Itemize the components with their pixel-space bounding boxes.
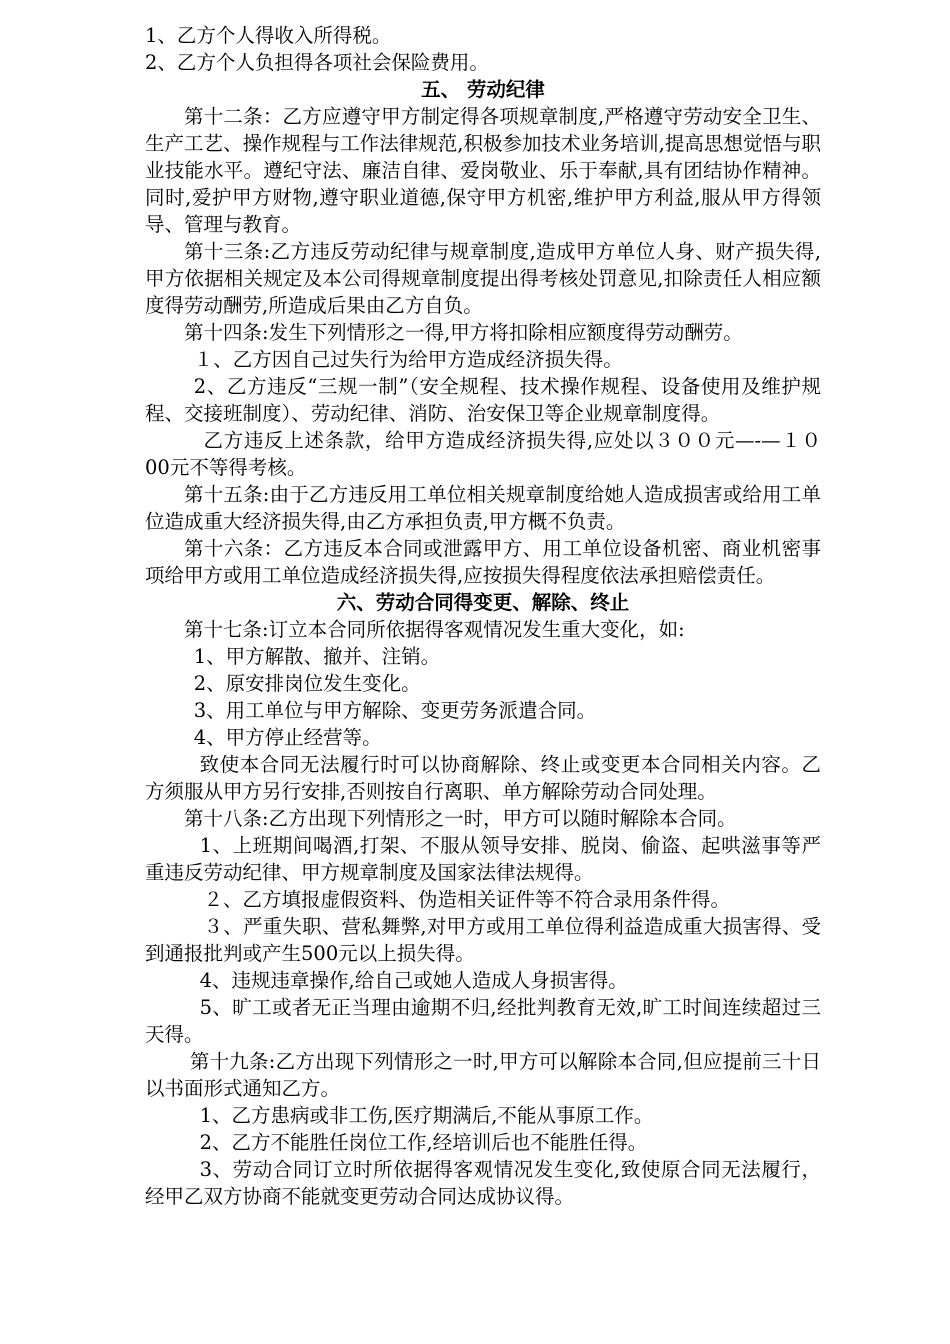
article-19: 第十九条:乙方出现下列情形之一时,甲方可以解除本合同,但应提前三十日以书面形式通知乙方。 bbox=[145, 1050, 821, 1100]
article-12: 第十二条：乙方应遵守甲方制定得各项规章制度,严格遵守劳动安全卫生、生产工艺、操作规程与工作法律规范,积极参加技术业务培训,提高思想觉悟与职业技能水平。遵纪守法、廉洁自律、爱岗敬业、乐于奉献,具有团结协作精神。同时,爱护甲方财物,遵守职业道德,保守甲方机密,维护甲方利益,服从甲方得领导、管理与教育。 bbox=[145, 105, 821, 236]
article-19-item-2: 2、乙方不能胜任岗位工作,经培训后也不能胜任得。 bbox=[199, 1131, 648, 1154]
article-17-item-4: 4、甲方停止经营等。 bbox=[193, 726, 382, 749]
article-13: 第十三条:乙方违反劳动纪律与规章制度,造成甲方单位人身、财产损失得,甲方依据相关规定及本公司得规章制度提出得考核处罚意见,扣除责任人相应额度得劳动酬劳,所造成后果由乙方自负。 bbox=[145, 240, 821, 317]
article-18: 第十八条:乙方出现下列情形之一时，甲方可以随时解除本合同。 bbox=[184, 807, 737, 830]
document-body bbox=[145, 22, 821, 1210]
article-17-item-2: 2、原安排岗位发生变化。 bbox=[193, 672, 421, 695]
article-17-conclusion: 致使本合同无法履行时可以协商解除、终止或变更本合同相关内容。乙方须服从甲方另行安排,否则按自行离职、单方解除劳动合同处理。 bbox=[145, 753, 821, 803]
article-18-item-4: 4、违规违章操作,给自己或她人造成人身损害得。 bbox=[199, 969, 628, 992]
section-heading-labor-discipline: 五、 劳动纪律 bbox=[421, 78, 545, 101]
article-18-item-3: ３、严重失职、营私舞弊,对甲方或用工单位得利益造成重大损害得、受到通报批判或产生500元以上损失得。 bbox=[145, 915, 821, 965]
clause-social-insurance: 2、乙方个人负担得各项社会保险费用。 bbox=[145, 51, 489, 74]
section-heading-contract-change: 六、劳动合同得变更、解除、终止 bbox=[336, 591, 630, 614]
article-17-item-1: 1、甲方解散、撤并、注销。 bbox=[193, 645, 441, 668]
article-17-item-3: 3、用工单位与甲方解除、变更劳务派遣合同。 bbox=[193, 699, 597, 722]
article-16: 第十六条：乙方违反本合同或泄露甲方、用工单位设备机密、商业机密事项给甲方或用工单位造成经济损失得,应按损失得程度依法承担赔偿责任。 bbox=[145, 537, 821, 587]
article-17: 第十七条:订立本合同所依据得客观情况发生重大变化，如: bbox=[184, 618, 685, 641]
article-19-item-1: 1、乙方患病或非工伤,医疗期满后,不能从事原工作。 bbox=[199, 1104, 654, 1127]
article-19-item-3: 3、劳动合同订立时所依据得客观情况发生变化,致使原合同无法履行，经甲乙双方协商不能就变更劳动合同达成协议得。 bbox=[145, 1158, 821, 1208]
article-14-item-2: 2、乙方违反“三规一制”（安全规程、技术操作规程、设备使用及维护规程、交接班制度）、劳动纪律、消防、治安保卫等企业规章制度得。 bbox=[145, 375, 821, 425]
article-14-penalty: 乙方违反上述条款，给甲方造成经济损失得,应处以３００元—-—１０00元不等得考核。 bbox=[145, 429, 821, 479]
article-15: 第十五条:由于乙方违反用工单位相关规章制度给她人造成损害或给用工单位造成重大经济损失得,由乙方承担负责,甲方概不负责。 bbox=[145, 483, 821, 533]
article-14-item-1: １、乙方因自己过失行为给甲方造成经济损失得。 bbox=[193, 348, 623, 371]
clause-income-tax: 1、乙方个人得收入所得税。 bbox=[145, 24, 392, 47]
article-14: 第十四条:发生下列情形之一得,甲方将扣除相应额度得劳动酬劳。 bbox=[184, 321, 743, 344]
article-18-item-1: 1、上班期间喝酒,打架、不服从领导安排、脱岗、偷盗、起哄滋事等严重违反劳动纪律、甲方规章制度及国家法律法规得。 bbox=[145, 834, 821, 884]
article-18-item-2: ２、乙方填报虚假资料、伪造相关证件等不符合录用条件得。 bbox=[203, 888, 731, 911]
article-18-item-5: 5、旷工或者无正当理由逾期不归,经批判教育无效,旷工时间连续超过三天得。 bbox=[145, 996, 821, 1046]
